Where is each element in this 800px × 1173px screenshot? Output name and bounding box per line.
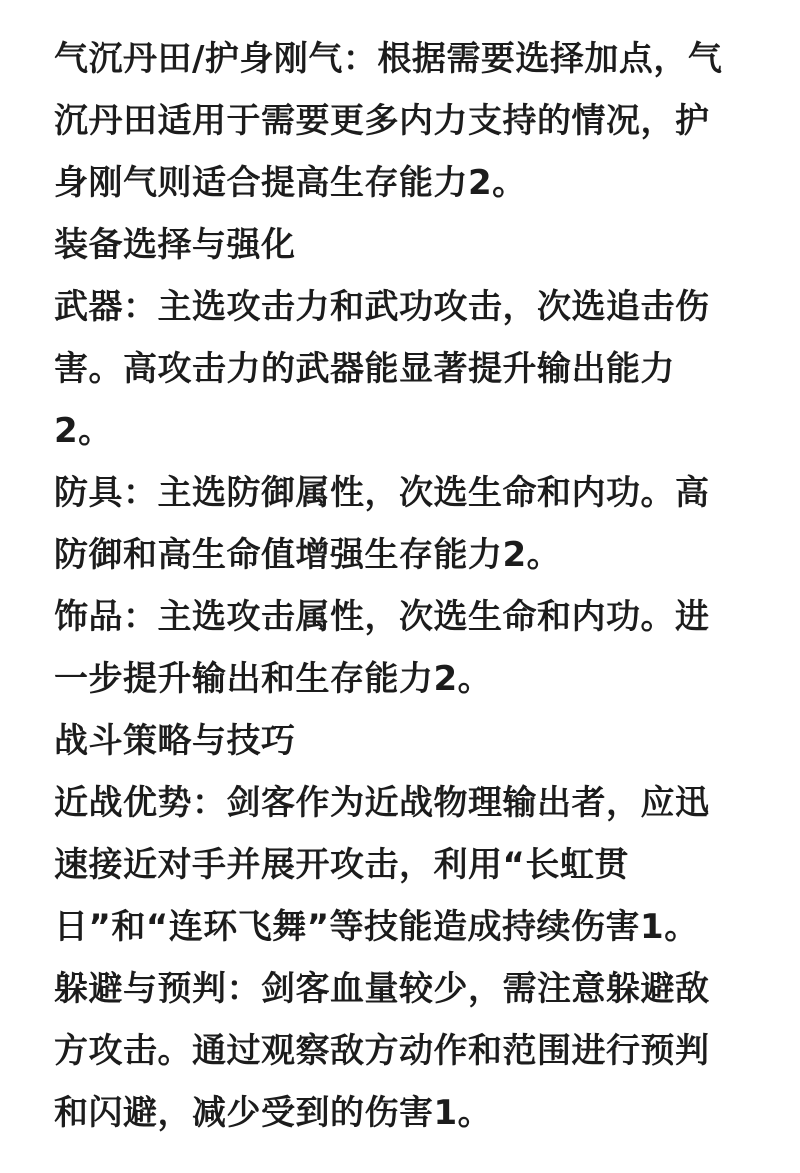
heading-combat: [54, 710, 754, 772]
text-line: 日”和“连环飞舞”等技能造成持续伤害1。: [54, 907, 699, 947]
section-heading: 装备选择与强化: [54, 225, 296, 265]
text-line: 和闪避，减少受到的伤害1。: [54, 1093, 493, 1133]
text-line: 速接近对手并展开攻击，利用“长虹贯: [54, 845, 629, 885]
text-line: 害。高攻击力的武器能显著提升输出能力: [54, 349, 675, 389]
text-line: 武器：主选攻击力和武功攻击，次选追击伤: [54, 287, 710, 327]
text-line: 2。: [54, 411, 113, 451]
paragraph-armor: [54, 462, 754, 586]
paragraph-qichen-dantian: [54, 28, 754, 214]
paragraph-accessory: [54, 586, 754, 710]
text-line: 一步提升输出和生存能力2。: [54, 659, 493, 699]
paragraph-dodge: [54, 958, 754, 1144]
text-line: 沉丹田适用于需要更多内力支持的情况，护: [54, 101, 710, 141]
document-body: [54, 28, 754, 1144]
paragraph-weapon: [54, 276, 754, 462]
text-line: 饰品：主选攻击属性，次选生命和内功。进: [54, 597, 710, 637]
text-line: 气沉丹田/护身刚气：根据需要选择加点，气: [54, 39, 723, 79]
text-line: 近战优势：剑客作为近战物理输出者，应迅: [54, 783, 710, 823]
text-line: 躲避与预判：剑客血量较少，需注意躲避敌: [54, 969, 710, 1009]
text-line: 身刚气则适合提高生存能力2。: [54, 163, 527, 203]
text-line: 防具：主选防御属性，次选生命和内功。高: [54, 473, 710, 513]
paragraph-melee: [54, 772, 754, 958]
text-line: 方攻击。通过观察敌方动作和范围进行预判: [54, 1031, 710, 1071]
section-heading: 战斗策略与技巧: [54, 721, 296, 761]
heading-equipment: [54, 214, 754, 276]
text-line: 防御和高生命值增强生存能力2。: [54, 535, 562, 575]
